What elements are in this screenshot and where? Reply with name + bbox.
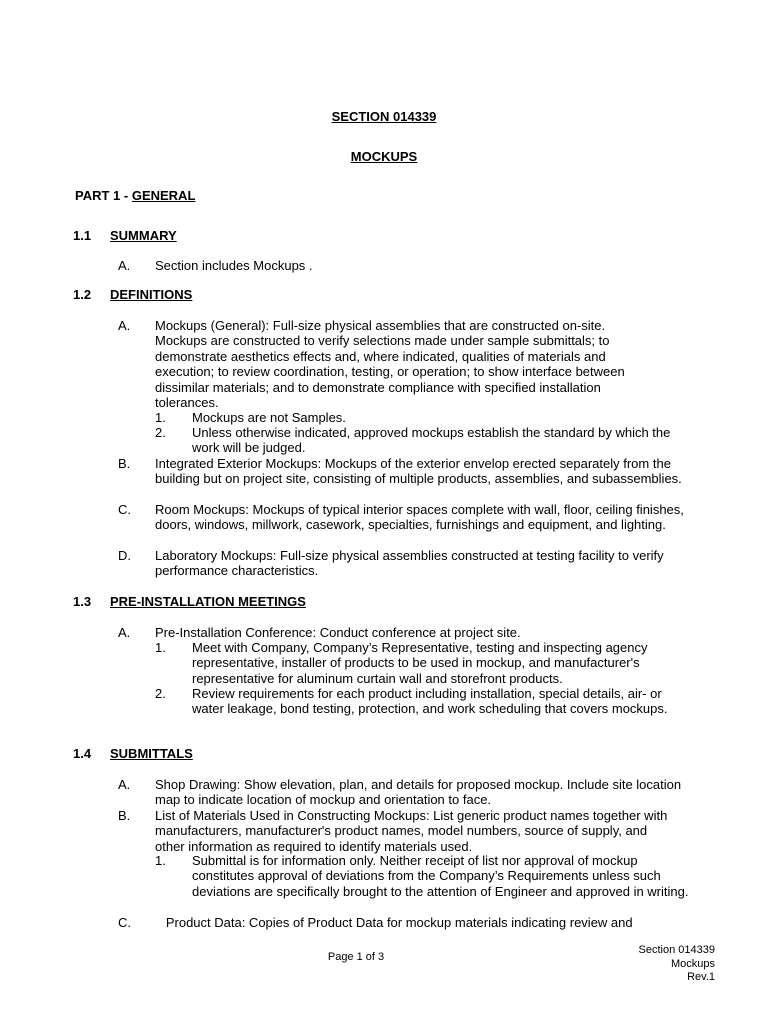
list-item — [118, 915, 708, 930]
article-title: DEFINITIONS — [110, 287, 193, 302]
sub-item-text: Review requirements for each product including installation, special details, air- or water leakage, bond testing, protection, and work scheduling that covers mockups. — [192, 686, 668, 717]
part-title: GENERAL — [131, 188, 196, 203]
section-number: SECTION 014339 — [331, 109, 437, 124]
list-item — [118, 777, 708, 808]
item-text: Section includes Mockups . — [155, 258, 313, 273]
footer-section-info — [639, 944, 715, 985]
list-item — [118, 258, 708, 273]
article-number: 1.1 — [73, 228, 92, 243]
footer-rev: Rev.1 — [687, 971, 715, 983]
article-title: PRE-INSTALLATION MEETINGS — [110, 594, 306, 609]
part-prefix: PART 1 - — [75, 188, 132, 203]
article-number: 1.4 — [73, 746, 92, 761]
item-text: Shop Drawing: Show elevation, plan, and details for proposed mockup. Include site location map to indicate location of mockup and orientation to face. — [155, 777, 682, 808]
article-title: SUBMITTALS — [110, 746, 193, 761]
item-label: C. — [118, 502, 131, 517]
list-item — [118, 808, 678, 854]
item-label: D. — [118, 548, 131, 563]
item-label: A. — [118, 258, 131, 273]
list-item — [118, 548, 708, 579]
item-label: B. — [118, 808, 131, 823]
sub-item-label: 2. — [155, 425, 166, 440]
footer-title: Mockups — [670, 957, 715, 970]
sub-list-item — [155, 640, 655, 686]
article-number: 1.3 — [73, 594, 92, 609]
item-text: Laboratory Mockups: Full-size physical assemblies constructed at testing facility to verify performance characteristics. — [155, 548, 664, 579]
sub-list-item — [155, 410, 695, 425]
item-text: Room Mockups: Mockups of typical interior spaces complete with wall, floor, ceiling finishes, doors, windows, millwork, casework, specialties, furnishings and equipment, and lighting. — [155, 502, 684, 533]
sub-item-text: Mockups are not Samples. — [192, 410, 346, 425]
sub-list-item — [155, 853, 695, 899]
list-item — [118, 318, 658, 410]
sub-list-item — [155, 686, 695, 717]
article-number: 1.2 — [73, 287, 92, 302]
item-text: List of Materials Used in Constructing Mockups: List generic product names together with manufacturers, manufacturer's product names, model numbers, source of supply, and other information as required to identify materials used. — [155, 808, 668, 854]
footer-section: Section 014339 — [638, 944, 715, 956]
item-text: Product Data: Copies of Product Data for mockup materials indicating review and — [155, 915, 633, 930]
list-item — [118, 502, 708, 533]
item-label: A. — [118, 318, 131, 333]
sub-item-text: Submittal is for information only. Neither receipt of list nor approval of mockup constitutes approval of deviations from the Company’s Requirements unless such deviations are specifically brought to the attention of Engineer and approved in writing. — [192, 853, 689, 899]
sub-item-label: 1. — [155, 640, 166, 655]
sub-item-label: 1. — [155, 410, 166, 425]
item-label: C. — [118, 915, 131, 930]
item-text: Pre-Installation Conference: Conduct conference at project site. — [155, 625, 521, 640]
list-item — [118, 625, 708, 640]
section-title: MOCKUPS — [350, 149, 418, 164]
item-label: A. — [118, 625, 131, 640]
item-text: Mockups (General): Full-size physical assemblies that are constructed on-site. Mockups are constructed to verify selections made under sample submittals; to demonstrate aesthetics effects and, where indicated, qualities of materials and execution; to review coordination, testing, or operation; to show interface between dissimilar materials; and to demonstrate compliance with specified installation tolerances. — [155, 318, 625, 411]
sub-item-text: Meet with Company, Company’s Representative, testing and inspecting agency representative, installer of products to be used in mockup, and manufacturer's representative for aluminum curtain wall and storefront products. — [192, 640, 648, 686]
sub-list-item — [155, 425, 695, 456]
item-label: A. — [118, 777, 131, 792]
sub-item-label: 1. — [155, 853, 166, 868]
sub-item-text: Unless otherwise indicated, approved mockups establish the standard by which the work will be judged. — [192, 425, 671, 456]
item-label: B. — [118, 456, 131, 471]
page-number: Page 1 of 3 — [327, 951, 385, 963]
part-heading — [75, 188, 195, 203]
sub-item-label: 2. — [155, 686, 166, 701]
item-text: Integrated Exterior Mockups: Mockups of the exterior envelop erected separately from the building but on project site, consisting of multiple products, assemblies, and subassemblies. — [155, 456, 682, 487]
list-item — [118, 456, 708, 487]
article-title: SUMMARY — [110, 228, 177, 243]
